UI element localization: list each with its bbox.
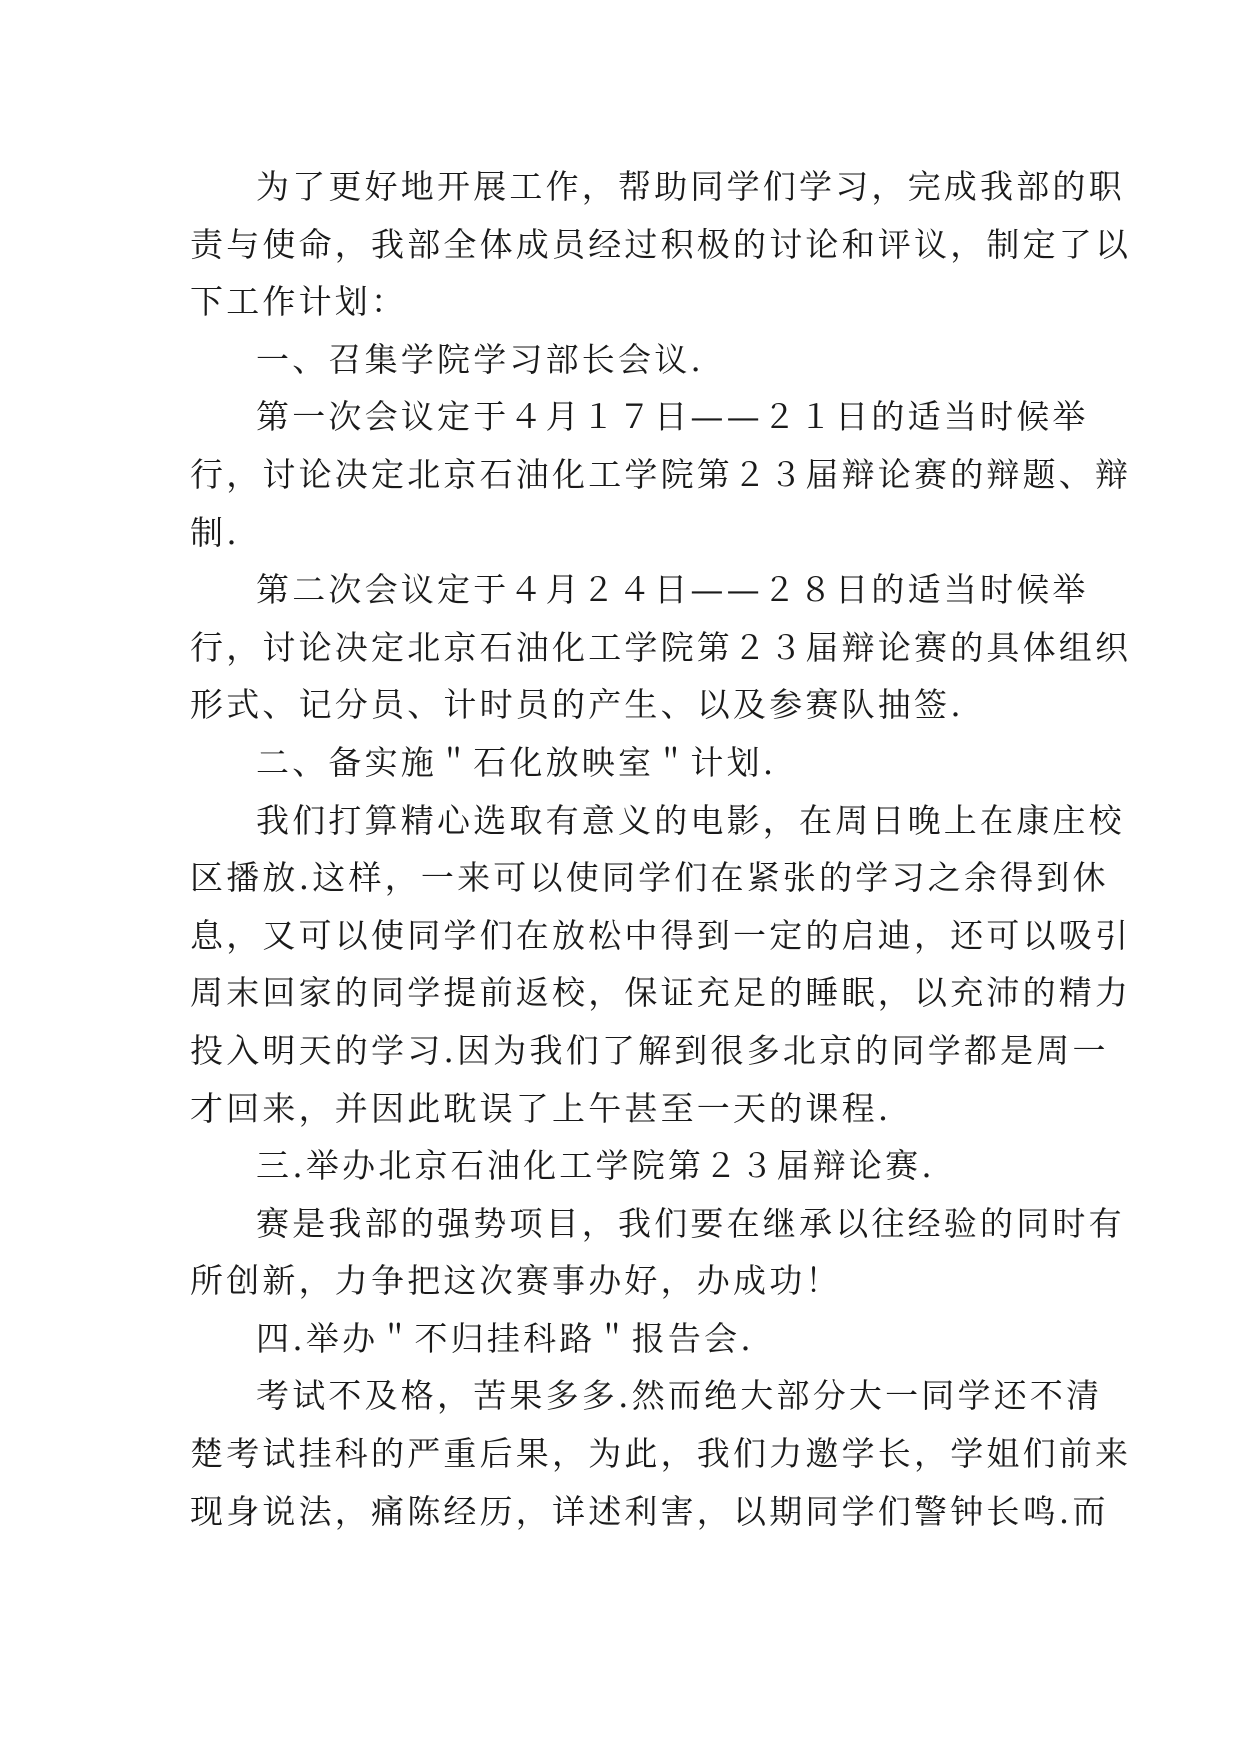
- paragraph-line: 区播放.这样，一来可以使同学们在紧张的学习之余得到休: [190, 858, 1109, 898]
- paragraph-line: 楚考试挂科的严重后果，为此，我们力邀学长，学姐们前来: [190, 1434, 1132, 1474]
- section-heading-2: 二、备实施＂石化放映室＂计划.: [256, 742, 777, 782]
- paragraph-line: 考试不及格，苦果多多.然而绝大部分大一同学还不清: [256, 1376, 1103, 1416]
- paragraph-line: 下工作计划：: [190, 282, 408, 322]
- section-heading-4: 四.举办＂不归挂科路＂报告会.: [256, 1318, 754, 1358]
- paragraph-line: 赛是我部的强势项目，我们要在继承以往经验的同时有: [256, 1203, 1125, 1243]
- paragraph-line: 责与使命，我部全体成员经过积极的讨论和评议，制定了以: [190, 224, 1132, 264]
- paragraph-line: 行，讨论决定北京石油化工学院第２３届辩论赛的具体组织: [190, 627, 1132, 667]
- paragraph-line: 为了更好地开展工作，帮助同学们学习，完成我部的职: [256, 167, 1125, 206]
- paragraph-line: 我们打算精心选取有意义的电影，在周日晚上在康庄校: [256, 800, 1125, 840]
- section-heading-1: 一、召集学院学习部长会议.: [256, 339, 705, 379]
- paragraph-line: 所创新，力争把这次赛事办好，办成功！: [190, 1261, 842, 1301]
- paragraph-line: 息，又可以使同学们在放松中得到一定的启迪，还可以吸引: [190, 915, 1132, 955]
- document-body: [190, 158, 1132, 1540]
- paragraph-line: 行，讨论决定北京石油化工学院第２３届辩论赛的辩题、辩: [190, 454, 1132, 494]
- paragraph-line: 第一次会议定于４月１７日——２１日的适当时候举: [256, 397, 1089, 437]
- section-heading-3: 三.举办北京石油化工学院第２３届辩论赛.: [256, 1146, 935, 1186]
- paragraph-line: 制.: [190, 512, 240, 552]
- paragraph-line: 周末回家的同学提前返校，保证充足的睡眠，以充沛的精力: [190, 973, 1132, 1013]
- paragraph-line: 现身说法，痛陈经历，详述利害，以期同学们警钟长鸣.而: [190, 1491, 1109, 1531]
- paragraph-line: 投入明天的学习.因为我们了解到很多北京的同学都是周一: [190, 1030, 1109, 1070]
- paragraph-line: 才回来，并因此耽误了上午甚至一天的课程.: [190, 1088, 892, 1128]
- paragraph-line: 形式、记分员、计时员的产生、以及参赛队抽签.: [190, 685, 964, 725]
- paragraph-line: 第二次会议定于４月２４日——２８日的适当时候举: [256, 570, 1089, 610]
